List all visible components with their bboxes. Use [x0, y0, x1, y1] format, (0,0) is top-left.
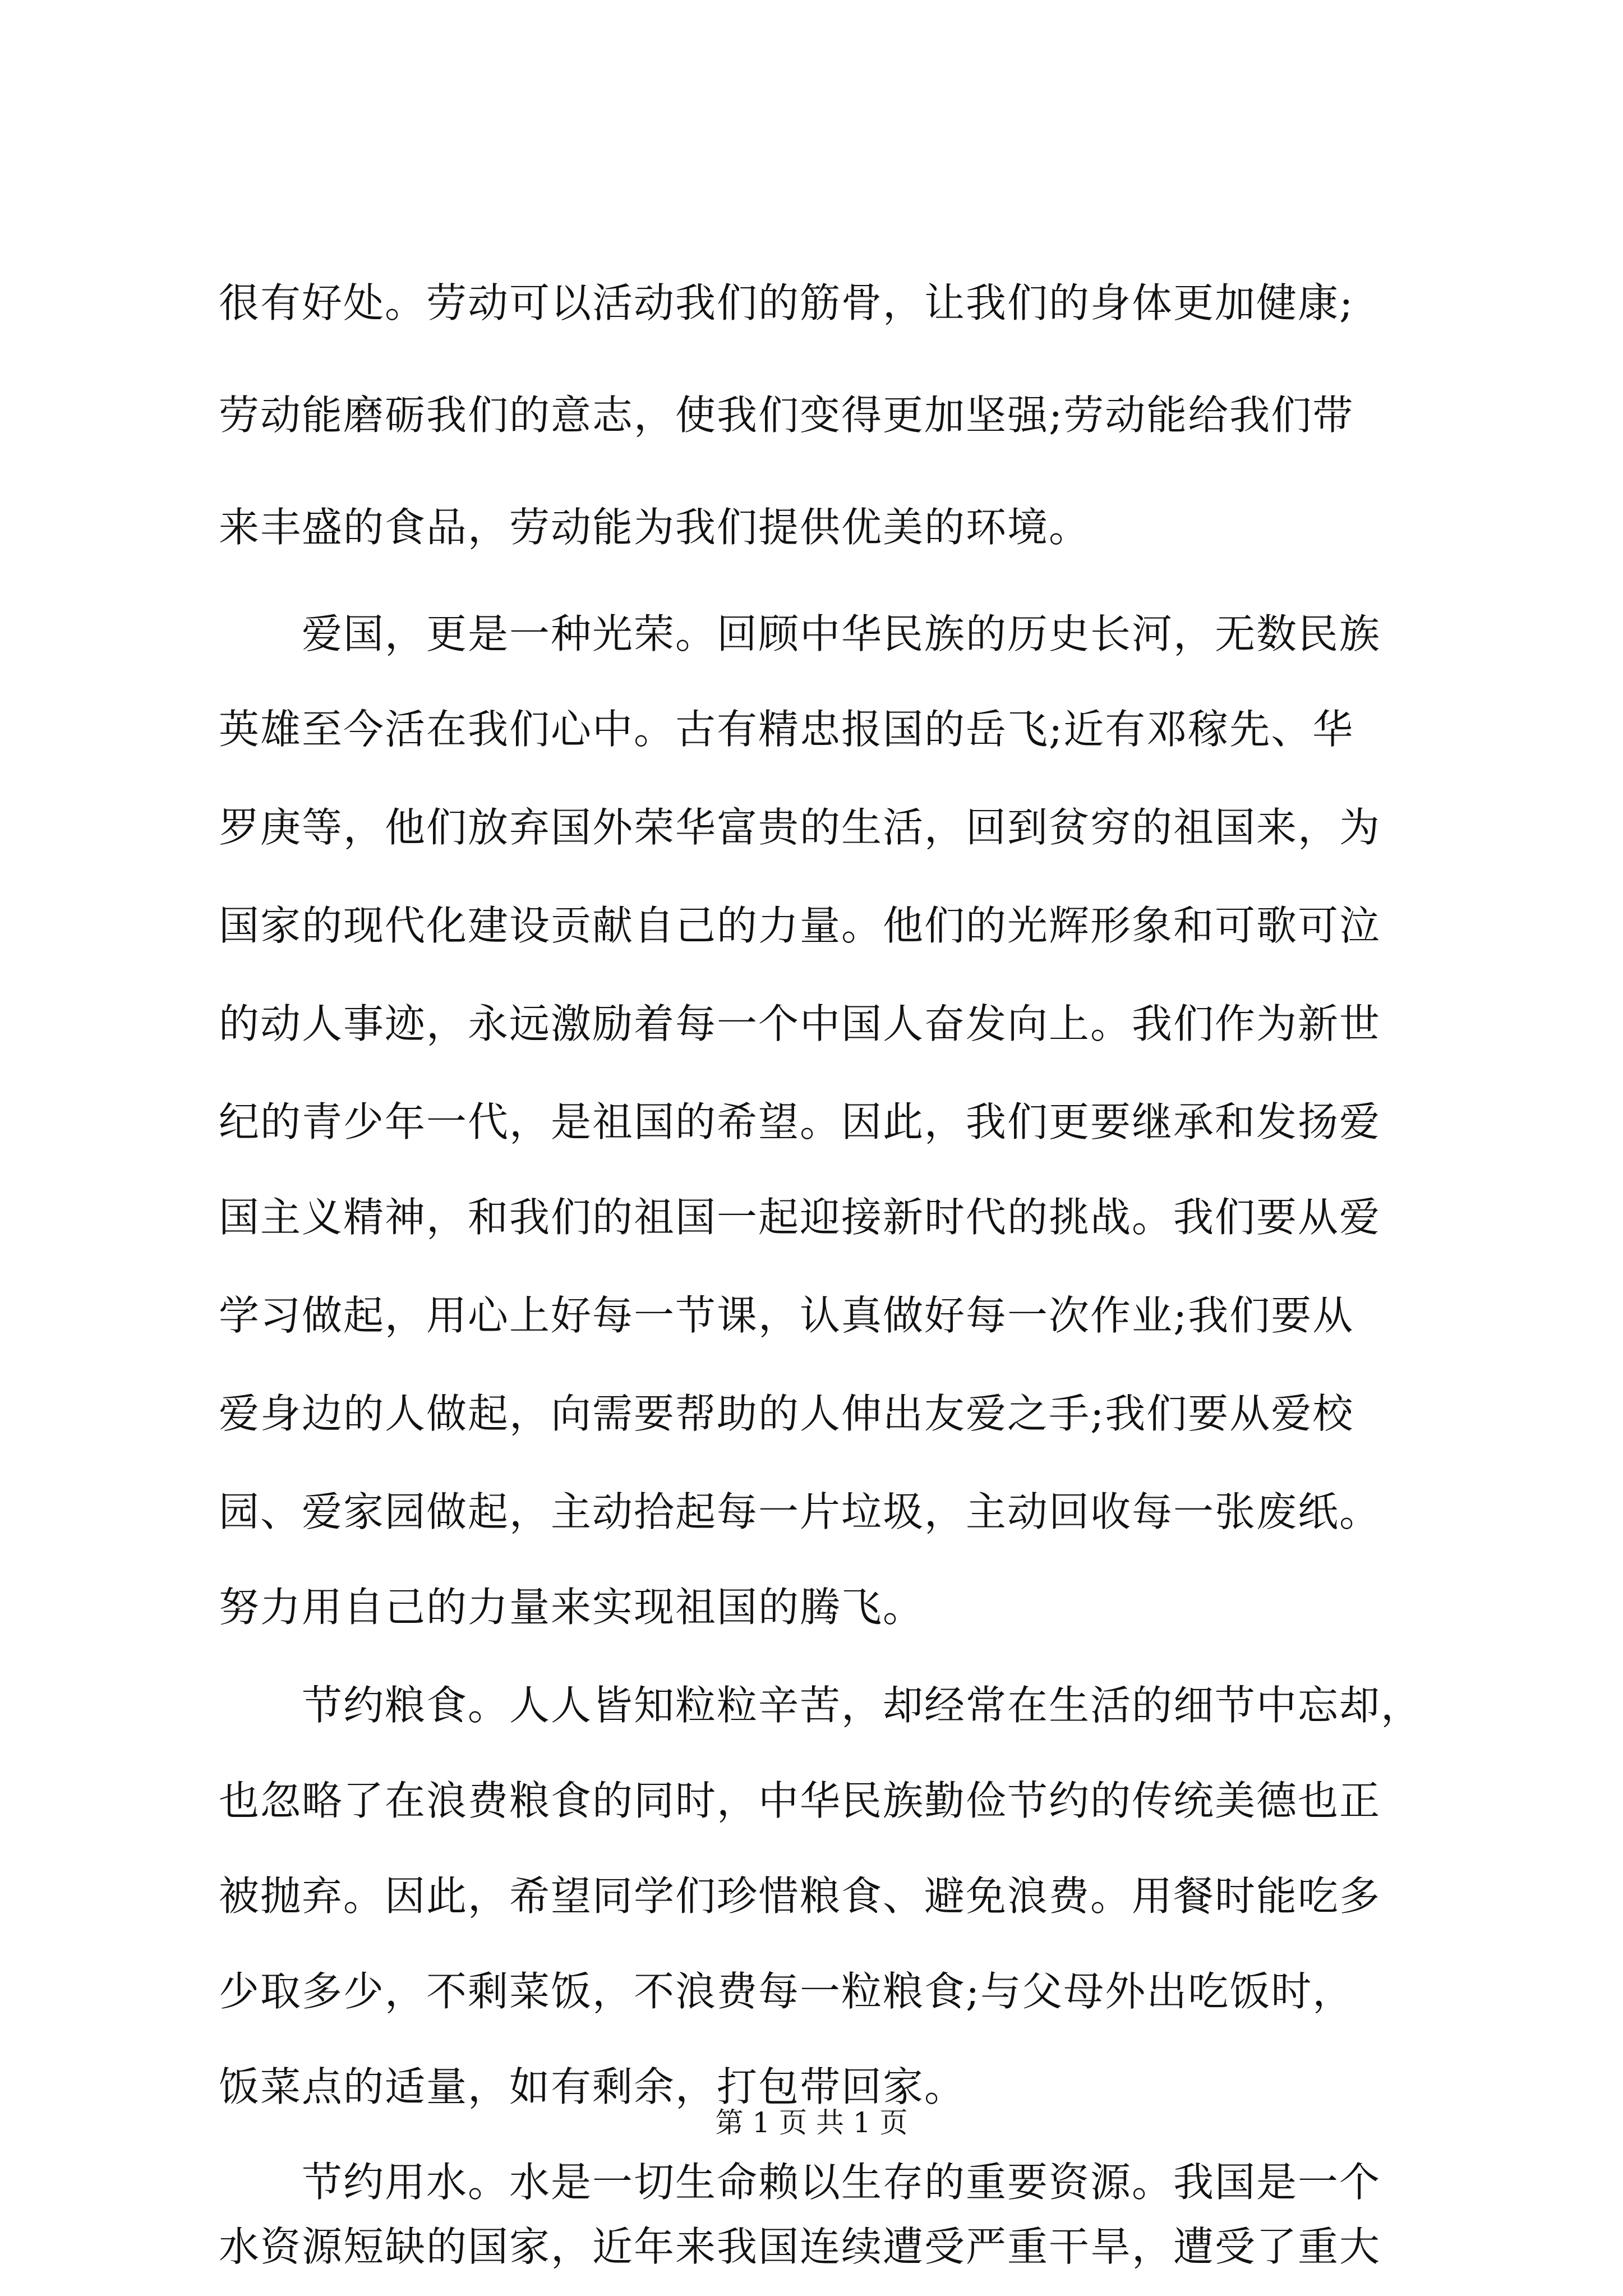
- text-line: 园、爱家园做起，主动拾起每一片垃圾，主动回收每一张废纸。: [219, 1488, 1381, 1535]
- text-line: 饭菜点的适量，如有剩余，打包带回家。: [219, 2063, 966, 2110]
- text-line: 水资源短缺的国家，近年来我国连续遭受严重干旱，遭受了重大: [219, 2223, 1381, 2270]
- text-line: 节约用水。水是一切生命赖以生存的重要资源。我国是一个: [219, 2159, 1381, 2206]
- text-line: 英雄至今活在我们心中。古有精忠报国的岳飞;近有邓稼先、华: [219, 706, 1354, 753]
- text-line: 爱身边的人做起，向需要帮助的人伸出友爱之手;我们要从爱校: [219, 1390, 1354, 1437]
- text-line: 节约粮食。人人皆知粒粒辛苦，却经常在生活的细节中忘却，: [219, 1682, 1423, 1729]
- text-line: 学习做起，用心上好每一节课，认真做好每一次作业;我们要从: [219, 1292, 1354, 1339]
- text-line: 来丰盛的食品，劳动能为我们提供优美的环境。: [219, 504, 1091, 551]
- text-line: 的动人事迹，永远激励着每一个中国人奋发向上。我们作为新世: [219, 1000, 1381, 1047]
- text-line: 被抛弃。因此，希望同学们珍惜粮食、避免浪费。用餐时能吃多: [219, 1872, 1381, 1920]
- text-line: 爱国，更是一种光荣。回顾中华民族的历史长河，无数民族: [219, 610, 1381, 657]
- text-line: 努力用自己的力量来实现祖国的腾飞。: [219, 1584, 925, 1631]
- text-line: 也忽略了在浪费粮食的同时，中华民族勤俭节约的传统美德也正: [219, 1777, 1381, 1824]
- text-line: 国主义精神，和我们的祖国一起迎接新时代的挑战。我们要从爱: [219, 1194, 1381, 1241]
- text-line: 很有好处。劳动可以活动我们的筋骨，让我们的身体更加健康;: [219, 279, 1354, 326]
- text-line: 罗庚等，他们放弃国外荣华富贵的生活，回到贫穷的祖国来，为: [219, 804, 1381, 851]
- page-number-footer: 第 1 页 共 1 页: [715, 2106, 908, 2139]
- text-line: 纪的青少年一代，是祖国的希望。因此，我们更要继承和发扬爱: [219, 1098, 1381, 1145]
- text-line: 国家的现代化建设贡献自己的力量。他们的光辉形象和可歌可泣: [219, 902, 1381, 949]
- text-line: 劳动能磨砺我们的意志，使我们变得更加坚强;劳动能给我们带: [219, 392, 1354, 439]
- text-line: 少取多少，不剩菜饭，不浪费每一粒粮食;与父母外出吃饭时，: [219, 1968, 1354, 2015]
